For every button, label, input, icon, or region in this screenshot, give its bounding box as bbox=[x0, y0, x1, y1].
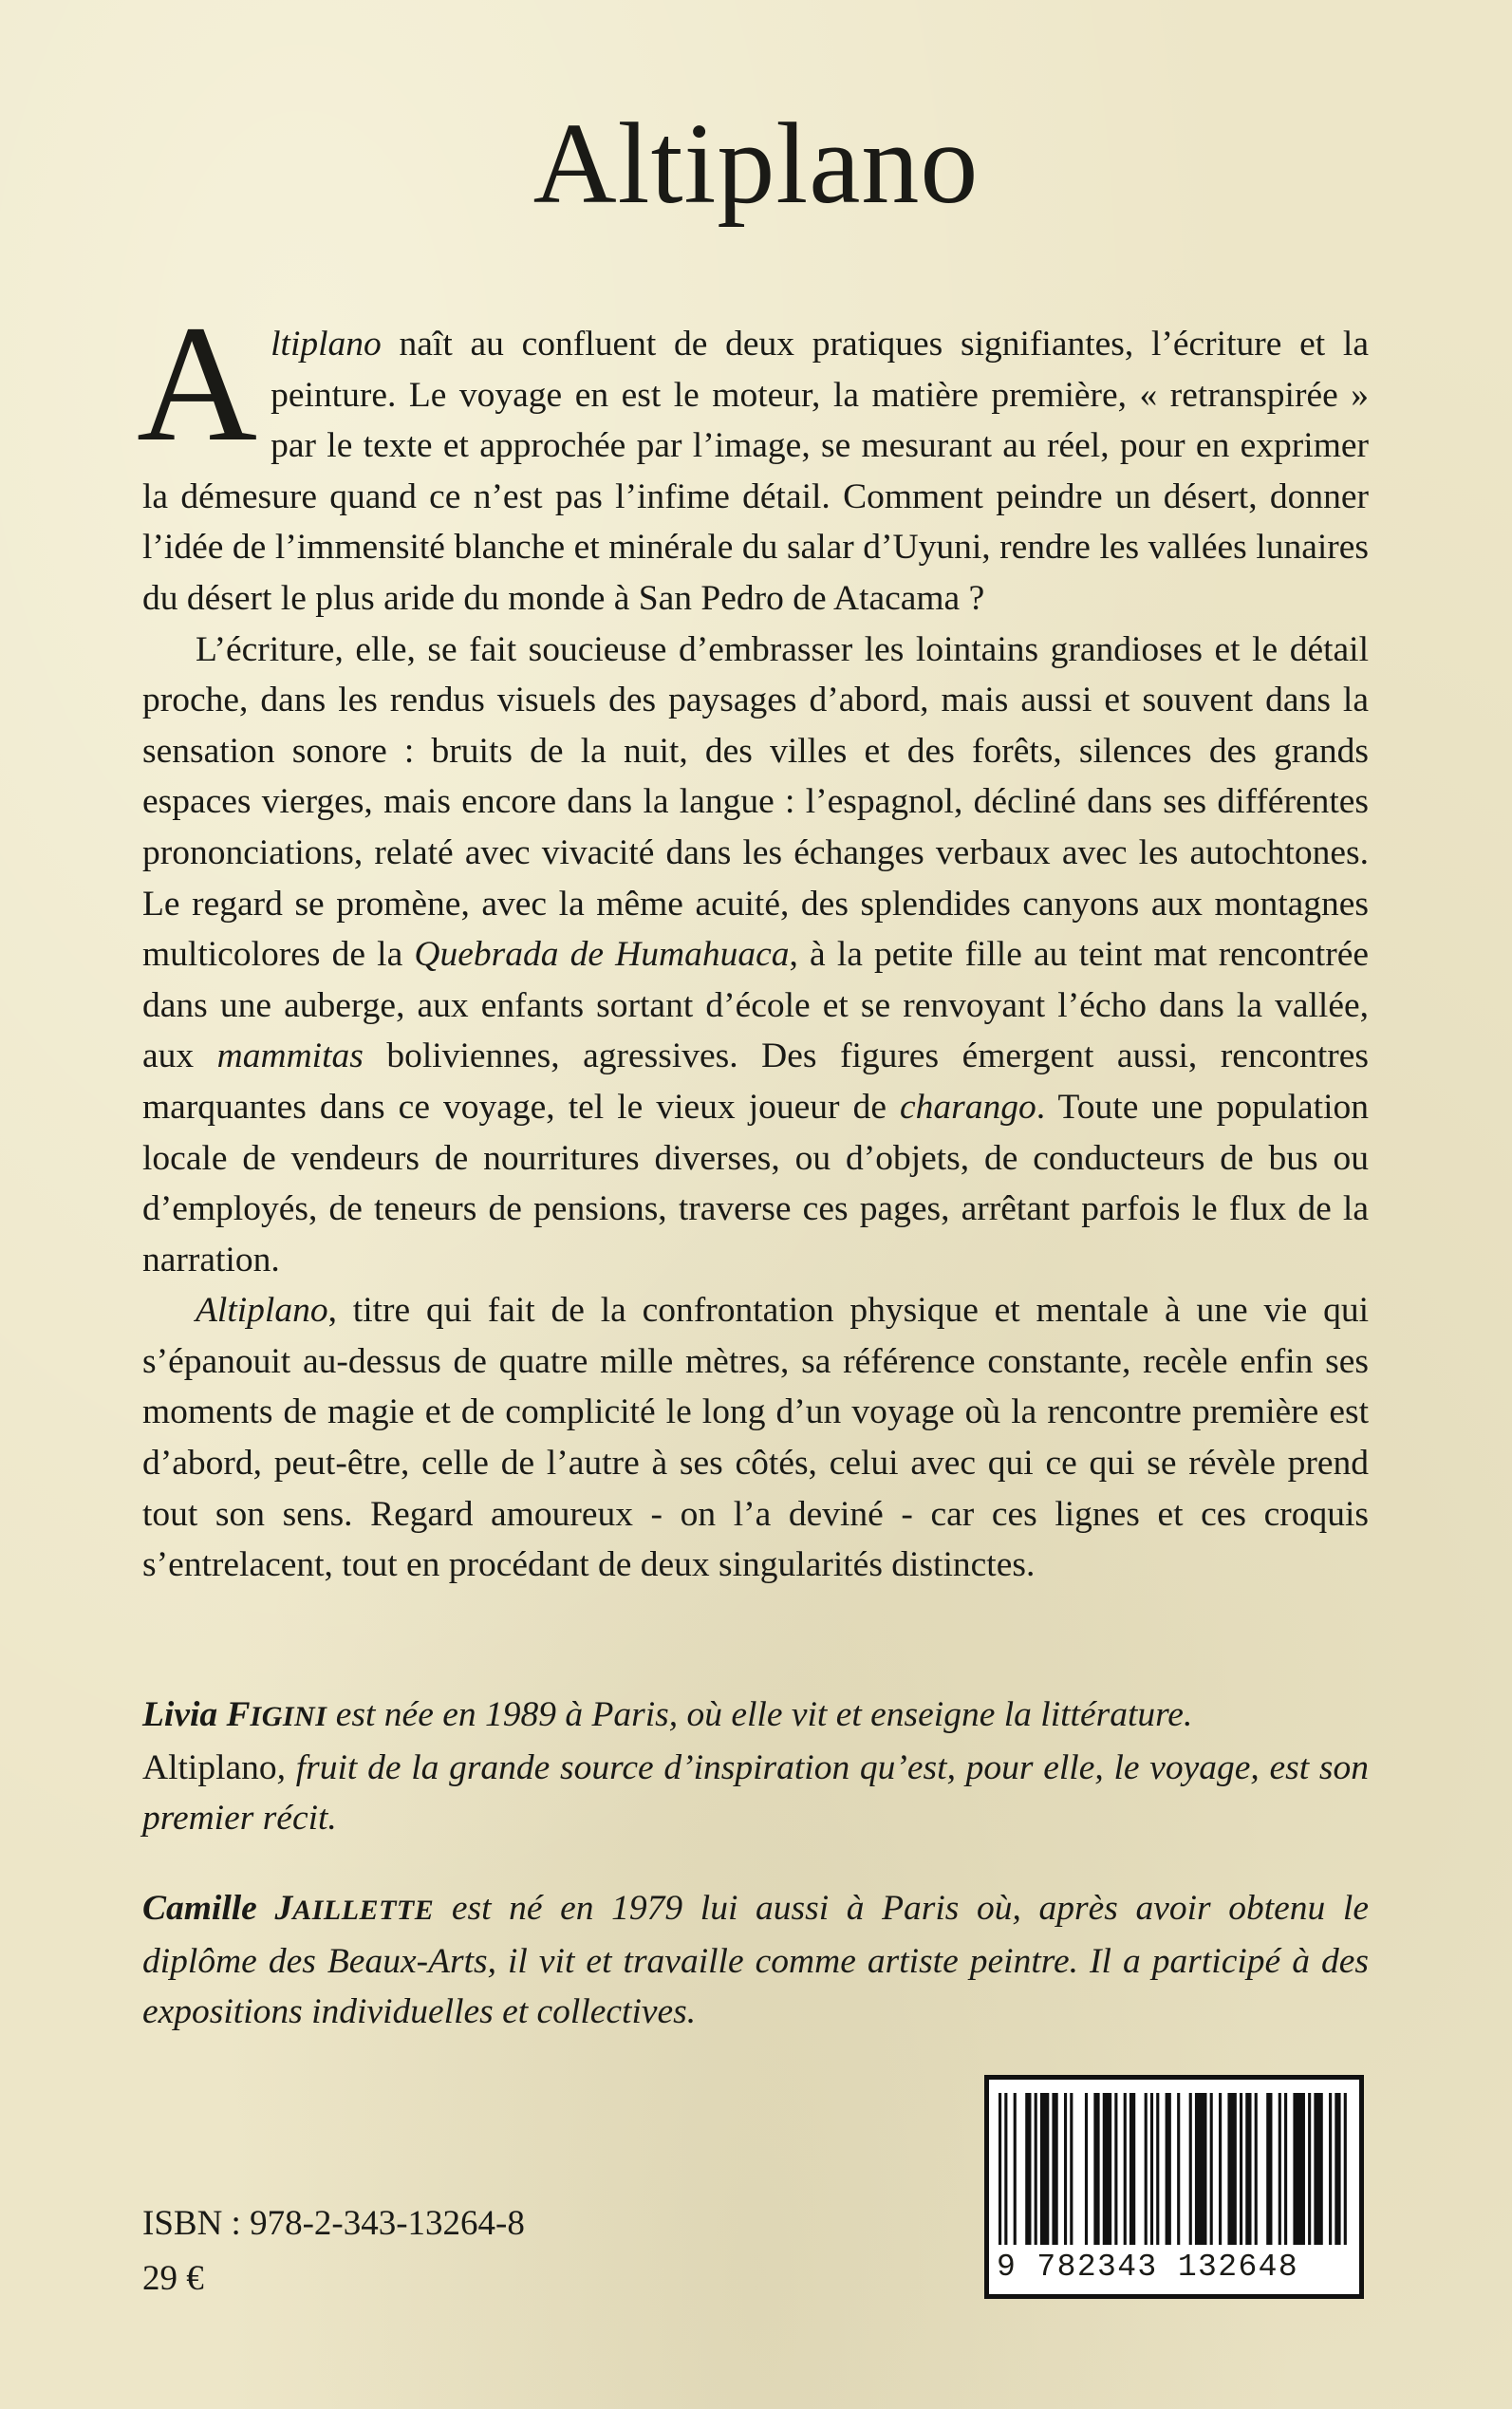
price: 29 € bbox=[142, 2259, 204, 2298]
author-bio-text-1: est née en 1989 à Paris, où elle vit et enseigne la littérature. bbox=[327, 1695, 1193, 1734]
barcode-bar bbox=[1085, 2093, 1088, 2245]
barcode-bar bbox=[1329, 2093, 1332, 2245]
barcode-bar bbox=[1035, 2093, 1037, 2245]
barcode-bar bbox=[1293, 2093, 1305, 2245]
barcode-bar bbox=[1114, 2093, 1117, 2245]
illustrator-bio-text: est né en 1979 lui aussi à Paris où, après avoir obtenu le diplôme des Beaux-Arts, il vit et travaille comme artiste peintre. Il a participé à des expositions individuelles et collectives. bbox=[142, 1889, 1369, 2032]
illustrator-first-name: Camille J bbox=[142, 1889, 293, 1928]
author-bio-book: Altiplano bbox=[142, 1747, 277, 1787]
barcode-bar bbox=[1266, 2093, 1272, 2245]
paragraph-2-text-4: . Toute une population locale de vendeurs de nourritures diverses, ou d’objets, de conducteurs de bus ou d’employés, de teneurs de pensions, traverse ces pages, arrêtant parfois le flux de la narration. bbox=[142, 1087, 1369, 1279]
author-bio-text-2: , fruit de la grande source d’inspiration qu’est, pour elle, le voyage, est son premier récit. bbox=[142, 1747, 1369, 1839]
barcode-bar bbox=[1070, 2093, 1073, 2245]
word-italic-charango: charango bbox=[900, 1087, 1036, 1127]
barcode-bar bbox=[1156, 2093, 1159, 2245]
barcode-bar bbox=[1279, 2093, 1281, 2245]
barcode-bar bbox=[1195, 2093, 1207, 2245]
barcode-bar bbox=[1103, 2093, 1111, 2245]
barcode-bar bbox=[1240, 2093, 1242, 2245]
barcode-bar bbox=[1052, 2093, 1057, 2245]
paragraph-1 bbox=[137, 291, 1369, 625]
barcode-bar bbox=[999, 2093, 1001, 2245]
barcode-bar bbox=[1177, 2093, 1180, 2245]
barcode-bar bbox=[1093, 2093, 1099, 2245]
book-title: Altiplano bbox=[532, 100, 980, 228]
paragraph-1-text: naît au confluent de deux pratiques signifiantes, l’écriture et la peinture. Le voyage en est le moteur, la matière première, « retranspirée » par le texte et approchée par l’image, se mesurant au réel, pour en exprimer la démesure quand ce n’est pas l’infime détail. Comment peindre un désert, donner l’idée de l’immensité blanche et minérale du salar d’Uyuni, rendre les vallées lunaires du désert le plus aride du monde à San Pedro de Atacama ? bbox=[142, 325, 1369, 618]
barcode bbox=[984, 2075, 1364, 2299]
author-bio bbox=[142, 1690, 1369, 1844]
title-italic-2: Altiplano bbox=[196, 1291, 328, 1331]
illustrator-bio bbox=[142, 1883, 1369, 2038]
illustrator-name bbox=[142, 1889, 434, 1928]
barcode-bar bbox=[1004, 2093, 1007, 2245]
barcode-bar bbox=[1227, 2093, 1236, 2245]
barcode-bar bbox=[1219, 2093, 1222, 2245]
barcode-bar bbox=[1124, 2093, 1127, 2245]
isbn: ISBN : 978-2-343-13264-8 bbox=[142, 2204, 525, 2243]
blurb bbox=[137, 291, 1369, 1591]
paragraph-3-text: , titre qui fait de la confrontation physique et mentale à une vie qui s’épanouit au-dessus de quatre mille mètres, sa référence constante, recèle enfin ses moments de magie et de complicité le long d’un voyage où la rencontre première est d’abord, peut-être, celle de l’autre à ses côtés, celui avec qui ce qui se révèle prend tout son sens. Regard amoureux - on l’a deviné - car ces lignes et ces croquis s’entrelacent, tout en procédant de deux singularités distinctes. bbox=[142, 1291, 1369, 1585]
word-italic-mammitas: mammitas bbox=[216, 1036, 364, 1076]
barcode-bar bbox=[1335, 2093, 1340, 2245]
barcode-bar bbox=[1308, 2093, 1311, 2245]
author-first-name: Livia F bbox=[142, 1695, 251, 1734]
barcode-bar bbox=[1166, 2093, 1171, 2245]
paragraph-2 bbox=[142, 625, 1369, 1286]
barcode-bar bbox=[1284, 2093, 1287, 2245]
paragraph-2-text-3: boliviennes, agressives. Des figures émergent aussi, rencontres marquantes dans ce voyage, tel le vieux joueur de bbox=[142, 1036, 1369, 1127]
place-name-italic: Quebrada de Humahuaca bbox=[414, 935, 790, 975]
barcode-bar bbox=[1210, 2093, 1213, 2245]
illustrator-last-name: AILLETTE bbox=[292, 1895, 435, 1926]
barcode-digits: 9 782343 132648 bbox=[997, 2250, 1299, 2285]
barcode-bar bbox=[1040, 2093, 1049, 2245]
barcode-bar bbox=[1145, 2093, 1148, 2245]
barcode-bar bbox=[1129, 2093, 1135, 2245]
author-name bbox=[142, 1695, 327, 1734]
drop-cap: A bbox=[137, 291, 258, 476]
paragraph-2-text-1: L’écriture, elle, se fait soucieuse d’embrasser les lointains grandioses et le détail proche, dans les rendus visuels des paysages d’abord, mais aussi et souvent dans la sensation sonore : bruits de la nuit, des villes et des forêts, silences des grands espaces vierges, mais encore dans la langue : l’espagnol, décliné dans ses différentes prononciations, relaté avec vivacité dans les échanges verbaux avec les autochtones. Le regard se promène, avec la même acuité, des splendides canyons aux montagnes multicolores de la bbox=[142, 629, 1369, 975]
barcode-bar bbox=[1014, 2093, 1017, 2245]
barcode-bar bbox=[1255, 2093, 1258, 2245]
author-last-name: IGINI bbox=[250, 1701, 327, 1732]
barcode-bar bbox=[1150, 2093, 1153, 2245]
barcode-bar bbox=[1189, 2093, 1192, 2245]
paragraph-2-text-2: , à la petite fille au teint mat rencontrée dans une auberge, aux enfants sortant d’école et se renvoyant l’écho dans la vallée, aux bbox=[142, 935, 1369, 1076]
paragraph-3 bbox=[142, 1285, 1369, 1591]
barcode-bar bbox=[1344, 2093, 1347, 2245]
barcode-bars bbox=[999, 2093, 1350, 2245]
title-italic: ltiplano bbox=[271, 325, 382, 364]
barcode-bar bbox=[1025, 2093, 1031, 2245]
barcode-bar bbox=[1245, 2093, 1251, 2245]
barcode-bar bbox=[1314, 2093, 1322, 2245]
barcode-bar bbox=[1064, 2093, 1067, 2245]
